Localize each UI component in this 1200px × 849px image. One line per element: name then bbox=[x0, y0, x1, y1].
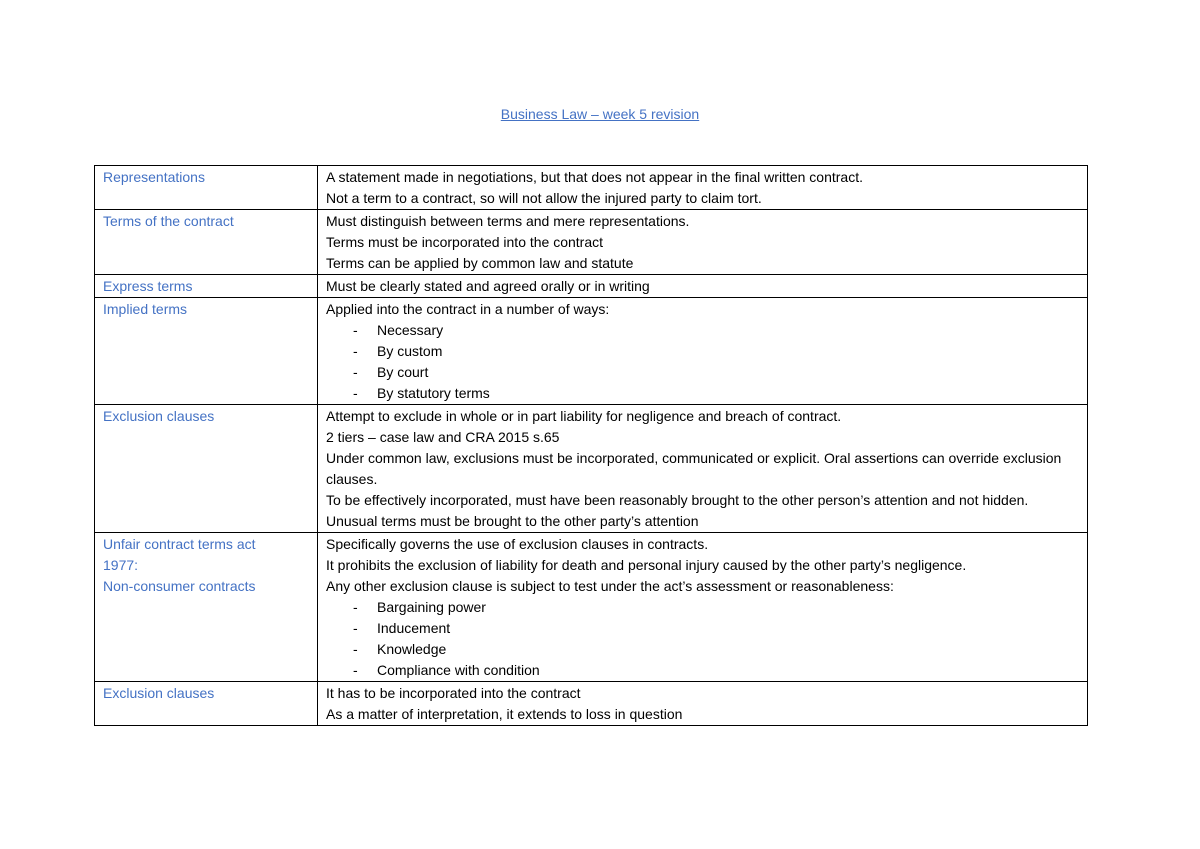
description-cell bbox=[318, 275, 1088, 298]
bullet-text: By statutory terms bbox=[377, 385, 490, 401]
term-cell bbox=[95, 405, 318, 533]
bullet-dash-icon: - bbox=[353, 385, 358, 401]
bullet-text: Necessary bbox=[377, 322, 444, 338]
table-row bbox=[95, 682, 1088, 726]
term-label: Exclusion clauses bbox=[103, 685, 215, 701]
description-line: Must distinguish between terms and mere representations. bbox=[326, 213, 690, 229]
description-line: Terms must be incorporated into the contract bbox=[326, 234, 604, 250]
description-line: Unusual terms must be brought to the other party’s attention bbox=[326, 513, 699, 529]
term-cell bbox=[95, 275, 318, 298]
term-label: 1977: bbox=[103, 557, 139, 573]
bullet-dash-icon: - bbox=[353, 364, 358, 380]
description-line: Terms can be applied by common law and statute bbox=[326, 255, 634, 271]
term-label: Express terms bbox=[103, 278, 193, 294]
bullet-dash-icon: - bbox=[353, 662, 358, 678]
description-line: Any other exclusion clause is subject to test under the act’s assessment or reasonableness: bbox=[326, 578, 894, 594]
description-line: A statement made in negotiations, but that does not appear in the final written contract. bbox=[326, 169, 863, 185]
table-row bbox=[95, 298, 1088, 405]
term-label: Non-consumer contracts bbox=[103, 578, 256, 594]
term-cell bbox=[95, 210, 318, 275]
bullet-item bbox=[326, 362, 1081, 383]
term-cell bbox=[95, 682, 318, 726]
table-row bbox=[95, 166, 1088, 210]
bullet-item bbox=[326, 341, 1081, 362]
bullet-dash-icon: - bbox=[353, 620, 358, 636]
bullet-text: Compliance with condition bbox=[377, 662, 540, 678]
description-line: It has to be incorporated into the contract bbox=[326, 685, 581, 701]
term-cell bbox=[95, 298, 318, 405]
bullet-text: Inducement bbox=[377, 620, 451, 636]
bullet-item bbox=[326, 660, 1081, 681]
description-cell bbox=[318, 166, 1088, 210]
bullet-item bbox=[326, 639, 1081, 660]
description-line: 2 tiers – case law and CRA 2015 s.65 bbox=[326, 429, 560, 445]
description-line: Under common law, exclusions must be incorporated, communicated or explicit. Oral assertions can override exclusion clauses. bbox=[326, 450, 1062, 487]
bullet-item bbox=[326, 597, 1081, 618]
bullet-text: Bargaining power bbox=[377, 599, 486, 615]
description-cell bbox=[318, 210, 1088, 275]
table-row bbox=[95, 275, 1088, 298]
description-cell bbox=[318, 682, 1088, 726]
bullet-dash-icon: - bbox=[353, 599, 358, 615]
description-line: To be effectively incorporated, must have been reasonably brought to the other person’s attention and not hidden. bbox=[326, 492, 1029, 508]
table-row bbox=[95, 210, 1088, 275]
bullet-text: By court bbox=[377, 364, 429, 380]
description-line: It prohibits the exclusion of liability for death and personal injury caused by the other party’s negligence. bbox=[326, 557, 967, 573]
description-cell bbox=[318, 533, 1088, 682]
description-cell bbox=[318, 298, 1088, 405]
bullet-item bbox=[326, 383, 1081, 404]
page-title: Business Law – week 5 revision bbox=[500, 106, 700, 122]
term-label: Exclusion clauses bbox=[103, 408, 215, 424]
term-label: Implied terms bbox=[103, 301, 188, 317]
term-cell bbox=[95, 166, 318, 210]
description-line: Applied into the contract in a number of ways: bbox=[326, 301, 610, 317]
description-line: Must be clearly stated and agreed orally or in writing bbox=[326, 278, 650, 294]
revision-table bbox=[94, 165, 1088, 726]
table-row bbox=[95, 533, 1088, 682]
table-row bbox=[95, 405, 1088, 533]
bullet-text: Knowledge bbox=[377, 641, 447, 657]
bullet-item bbox=[326, 320, 1081, 341]
description-line: Specifically governs the use of exclusion clauses in contracts. bbox=[326, 536, 709, 552]
bullet-item bbox=[326, 618, 1081, 639]
description-cell bbox=[318, 405, 1088, 533]
term-cell bbox=[95, 533, 318, 682]
bullet-dash-icon: - bbox=[353, 322, 358, 338]
description-line: Not a term to a contract, so will not allow the injured party to claim tort. bbox=[326, 190, 762, 206]
description-line: As a matter of interpretation, it extends to loss in question bbox=[326, 706, 683, 722]
bullet-text: By custom bbox=[377, 343, 443, 359]
term-label: Representations bbox=[103, 169, 205, 185]
term-label: Unfair contract terms act bbox=[103, 536, 256, 552]
term-label: Terms of the contract bbox=[103, 213, 234, 229]
bullet-dash-icon: - bbox=[353, 641, 358, 657]
revision-table-body bbox=[95, 166, 1088, 726]
description-line: Attempt to exclude in whole or in part liability for negligence and breach of contract. bbox=[326, 408, 842, 424]
bullet-dash-icon: - bbox=[353, 343, 358, 359]
